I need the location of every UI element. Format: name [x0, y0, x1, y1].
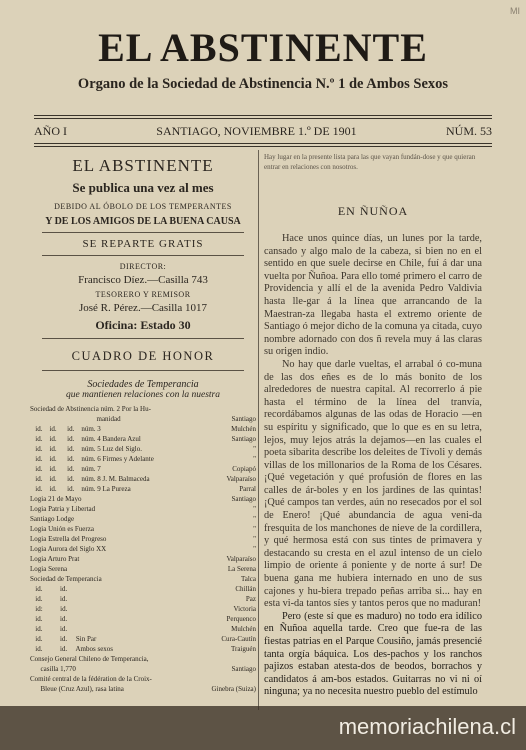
- honor-society: Logia Unión es Fuerza: [30, 525, 94, 533]
- honor-society: id. id. id. núm. 6 Firmes y Adelante: [30, 455, 154, 463]
- honor-row: [30, 514, 256, 524]
- honor-city: Cura-Cautín: [221, 635, 256, 643]
- honor-row: [30, 494, 256, 504]
- corner-mark: MI: [510, 6, 520, 16]
- watermark-logo: memoriachilena.cl: [338, 714, 516, 739]
- honor-society: Consejo General Chileno de Temperancia,: [30, 655, 149, 663]
- right-column: [264, 152, 482, 699]
- honor-city: Mulchén: [231, 625, 256, 633]
- honor-row: [30, 674, 256, 684]
- newspaper-subtitle: Organo de la Sociedad de Abstinencia N.º 1 de Ambos Sexos: [77, 76, 449, 92]
- honor-city: Santiago: [231, 415, 256, 423]
- masthead: [20, 25, 506, 93]
- amigos-text: Y DE LOS AMIGOS DE LA BUENA CAUSA: [45, 216, 241, 227]
- left-column: [30, 152, 256, 694]
- honor-row: [30, 614, 256, 624]
- cuadro-honor-heading: CUADRO DE HONOR: [71, 349, 215, 363]
- honor-society: id. id. id. núm. 5 Luz del Siglo.: [30, 445, 142, 453]
- honor-row: [30, 414, 256, 424]
- honor-city: Perquenco: [226, 615, 256, 623]
- article-paragraph-3: Pero (este sí que es maduro) no todo era idílico en Ñuñoa aquella tarde. Creo que fue-ra de las fiestas patrias en el Parque Cousiño, jamás presencié tanta orgía báquica. Los des-pachos y los ranchos pajizos estaban atesta-dos de beodos, borrachos y candidatos á am-bos estados. Guitarras no vi ni oí ninguna; ya no necesita nuestro pueblo del estímulo: [264, 610, 482, 698]
- issue-date: SANTIAGO, NOVIEMBRE 1.º DE 1901: [156, 124, 357, 138]
- honor-row: [30, 544, 256, 554]
- honor-list: [30, 404, 256, 694]
- honor-row: [30, 464, 256, 474]
- honor-society: id. id. Sin Par: [30, 635, 97, 643]
- honor-city: Chillán: [235, 585, 256, 593]
- honor-row: [30, 484, 256, 494]
- frequency-text: Se publica una vez al mes: [72, 180, 214, 195]
- honor-city: ": [253, 535, 256, 543]
- honor-society: Logia Aurora del Siglo XX: [30, 545, 107, 553]
- honor-row: [30, 554, 256, 564]
- box-title: EL ABSTINENTE: [72, 156, 214, 175]
- honor-society: Bleue (Cruz Azul), rasa latina: [30, 685, 124, 693]
- issue-year: AÑO I: [34, 124, 67, 138]
- honor-row: [30, 664, 256, 674]
- honor-city: Talca: [240, 575, 256, 583]
- honor-row: [30, 454, 256, 464]
- gratis-text: SE REPARTE GRATIS: [82, 238, 204, 250]
- honor-city: Traiguén: [230, 645, 256, 653]
- honor-row: [30, 644, 256, 654]
- honor-society: Logia Serena: [30, 565, 68, 573]
- honor-city: ": [253, 445, 256, 453]
- honor-row: [30, 504, 256, 514]
- honor-city: Parral: [239, 485, 256, 493]
- divider: [42, 338, 244, 339]
- honor-row: [30, 444, 256, 454]
- honor-row: [30, 524, 256, 534]
- director-label: DIRECTOR:: [119, 262, 167, 271]
- honor-city: Valparaíso: [226, 475, 256, 483]
- director-name: Francisco Díez.—Casilla 743: [78, 274, 208, 286]
- honor-society: Comité central de la fédération de la Croix-: [30, 675, 152, 683]
- honor-society: id. id. id. núm. 7: [30, 465, 101, 473]
- honor-row: [30, 594, 256, 604]
- honor-society: id. id.: [30, 585, 68, 593]
- honor-city: ": [253, 515, 256, 523]
- dateline-rule-2: [34, 146, 492, 147]
- honor-society: id. id. id. núm. 8 J. M. Balmaceda: [30, 475, 150, 483]
- honor-society: id. id.: [30, 615, 68, 623]
- divider: [42, 255, 244, 256]
- honor-society: id. id. id. núm. 4 Bandera Azul: [30, 435, 141, 443]
- honor-society: id. id. id. núm. 3: [30, 425, 101, 433]
- divider: [42, 232, 244, 233]
- honor-city: ": [253, 545, 256, 553]
- honor-city: La Serena: [227, 565, 256, 573]
- tesorero-label: TESORERO Y REMISOR: [95, 290, 191, 299]
- honor-row: [30, 404, 256, 414]
- obolo-text: DEBIDO AL ÓBOLO DE LOS TEMPERANTES: [54, 202, 232, 211]
- honor-city: Copiapó: [232, 465, 256, 473]
- honor-society: Sociedad de Abstinencia núm. 2 Por la Hu-: [30, 405, 151, 413]
- honor-row: [30, 604, 256, 614]
- list-note: Hay lugar en la presente lista para las que vayan fundán-dose y que quieran entrar en relaciones con nosotros.: [264, 153, 476, 171]
- honor-row: [30, 574, 256, 584]
- oficina-text: Oficina: Estado 30: [95, 318, 191, 332]
- article-title: EN ÑUÑOA: [337, 204, 409, 218]
- honor-society: Logia 21 de Mayo: [30, 495, 82, 503]
- divider: [42, 370, 244, 371]
- honor-society: manidad: [30, 415, 121, 423]
- honor-city: ": [253, 505, 256, 513]
- honor-row: [30, 584, 256, 594]
- honor-society: id. id.: [30, 595, 68, 603]
- honor-society: casilla 1,770: [30, 665, 76, 673]
- honor-society: id. id. Ambos sexos: [30, 645, 114, 653]
- honor-city: Santiago: [231, 435, 256, 443]
- dateline-rule: [34, 143, 492, 144]
- top-rule-2: [34, 118, 492, 119]
- honor-row: [30, 534, 256, 544]
- top-rule: [34, 115, 492, 116]
- column-divider: [258, 150, 259, 710]
- honor-row: [30, 424, 256, 434]
- honor-city: Santiago: [231, 495, 256, 503]
- honor-row: [30, 654, 256, 664]
- honor-row: [30, 684, 256, 694]
- honor-city: ": [253, 525, 256, 533]
- honor-society: Logia Patria y Libertad: [30, 505, 96, 513]
- honor-society: id: id.: [30, 605, 68, 613]
- issue-number: NÚM. 53: [445, 124, 492, 138]
- honor-city: Santiago: [231, 665, 256, 673]
- honor-city: Ginebra (Suiza): [211, 685, 256, 693]
- honor-society: Logia Estrella del Progreso: [30, 535, 107, 543]
- article-paragraph-2: No hay que darle vueltas, el arrabal ó co-muna de las dos eñes es de lo más bonito de los alrededores de nuestra capital. Al recorrerlo á pie hasta el término de la línea del tranvía, recordábamos algunas de las odas de Horacio —en su espíritu y significado, que lo que es en su letra, lejos, muy lejos atrás la dejamos—en las cuales el poeta sibarita describe los deleites de Tívoli y demás villas de los millonarios de la Roma de los Césares. ¡Qué vegetación y qué profusión de flores en las calles de ár-boles y en los jardines de las quintas! ¡Qué campos tan verdes, aún no resecados por el sol de Enero! ¡Qué abundancia de agua veni-da fresquita de los manchones de nieve de la cordillera, y qué hermosa está con sus tintes de primavera y destacando su cresta en el azul intenso de un cielo limpio de oriente á poniente y de norte á sur! De buena gana me hubiera internado en uno de sus cajones y hu-biera trepado peñas arriba si... hay en esta vi-da tantos síes y tantos peros que no maduran!: [264, 358, 482, 610]
- honor-city: Paz: [245, 595, 256, 603]
- tesorero-name: José R. Pérez.—Casilla 1017: [78, 302, 207, 314]
- honor-city: Valparaíso: [226, 555, 256, 563]
- honor-society: id. id.: [30, 625, 68, 633]
- sociedades-line1: Sociedades de Temperancia: [87, 379, 199, 390]
- honor-society: id. id. id. núm. 9 La Pureza: [30, 485, 131, 493]
- honor-society: Logia Arturo Prat: [30, 555, 80, 563]
- honor-row: [30, 474, 256, 484]
- dateline: [34, 124, 492, 139]
- honor-city: Mulchén: [231, 425, 256, 433]
- honor-society: Sociedad de Temperancia: [30, 575, 102, 583]
- honor-row: [30, 564, 256, 574]
- article-paragraph-1: Hace unos quince días, un lunes por la tarde, cansado y algo malo de la cabeza, si bien no en el sentido en que suele decirse en Chile, fuí á dar una vuelta por Ñuñoa. Para ello tomé primero el carro de Providencia y allí el de la avenida Pedro Valdivia hasta lle-gar á la línea que arrancando de la Maestran-za llegaba hasta el extremo oriente de Santiago ó mejor dicho de la comuna ya citada, cuyo nombre adornado con dos ñ revela muy á las claras su origen indio.: [264, 233, 482, 358]
- honor-society: Santiago Lodge: [30, 515, 75, 523]
- honor-city: Victoria: [233, 605, 256, 613]
- honor-city: ": [253, 455, 256, 463]
- honor-row: [30, 634, 256, 644]
- newspaper-title: EL ABSTINENTE: [98, 25, 428, 70]
- honor-row: [30, 434, 256, 444]
- sociedades-line2: que mantienen relaciones con la nuestra: [66, 390, 220, 400]
- honor-row: [30, 624, 256, 634]
